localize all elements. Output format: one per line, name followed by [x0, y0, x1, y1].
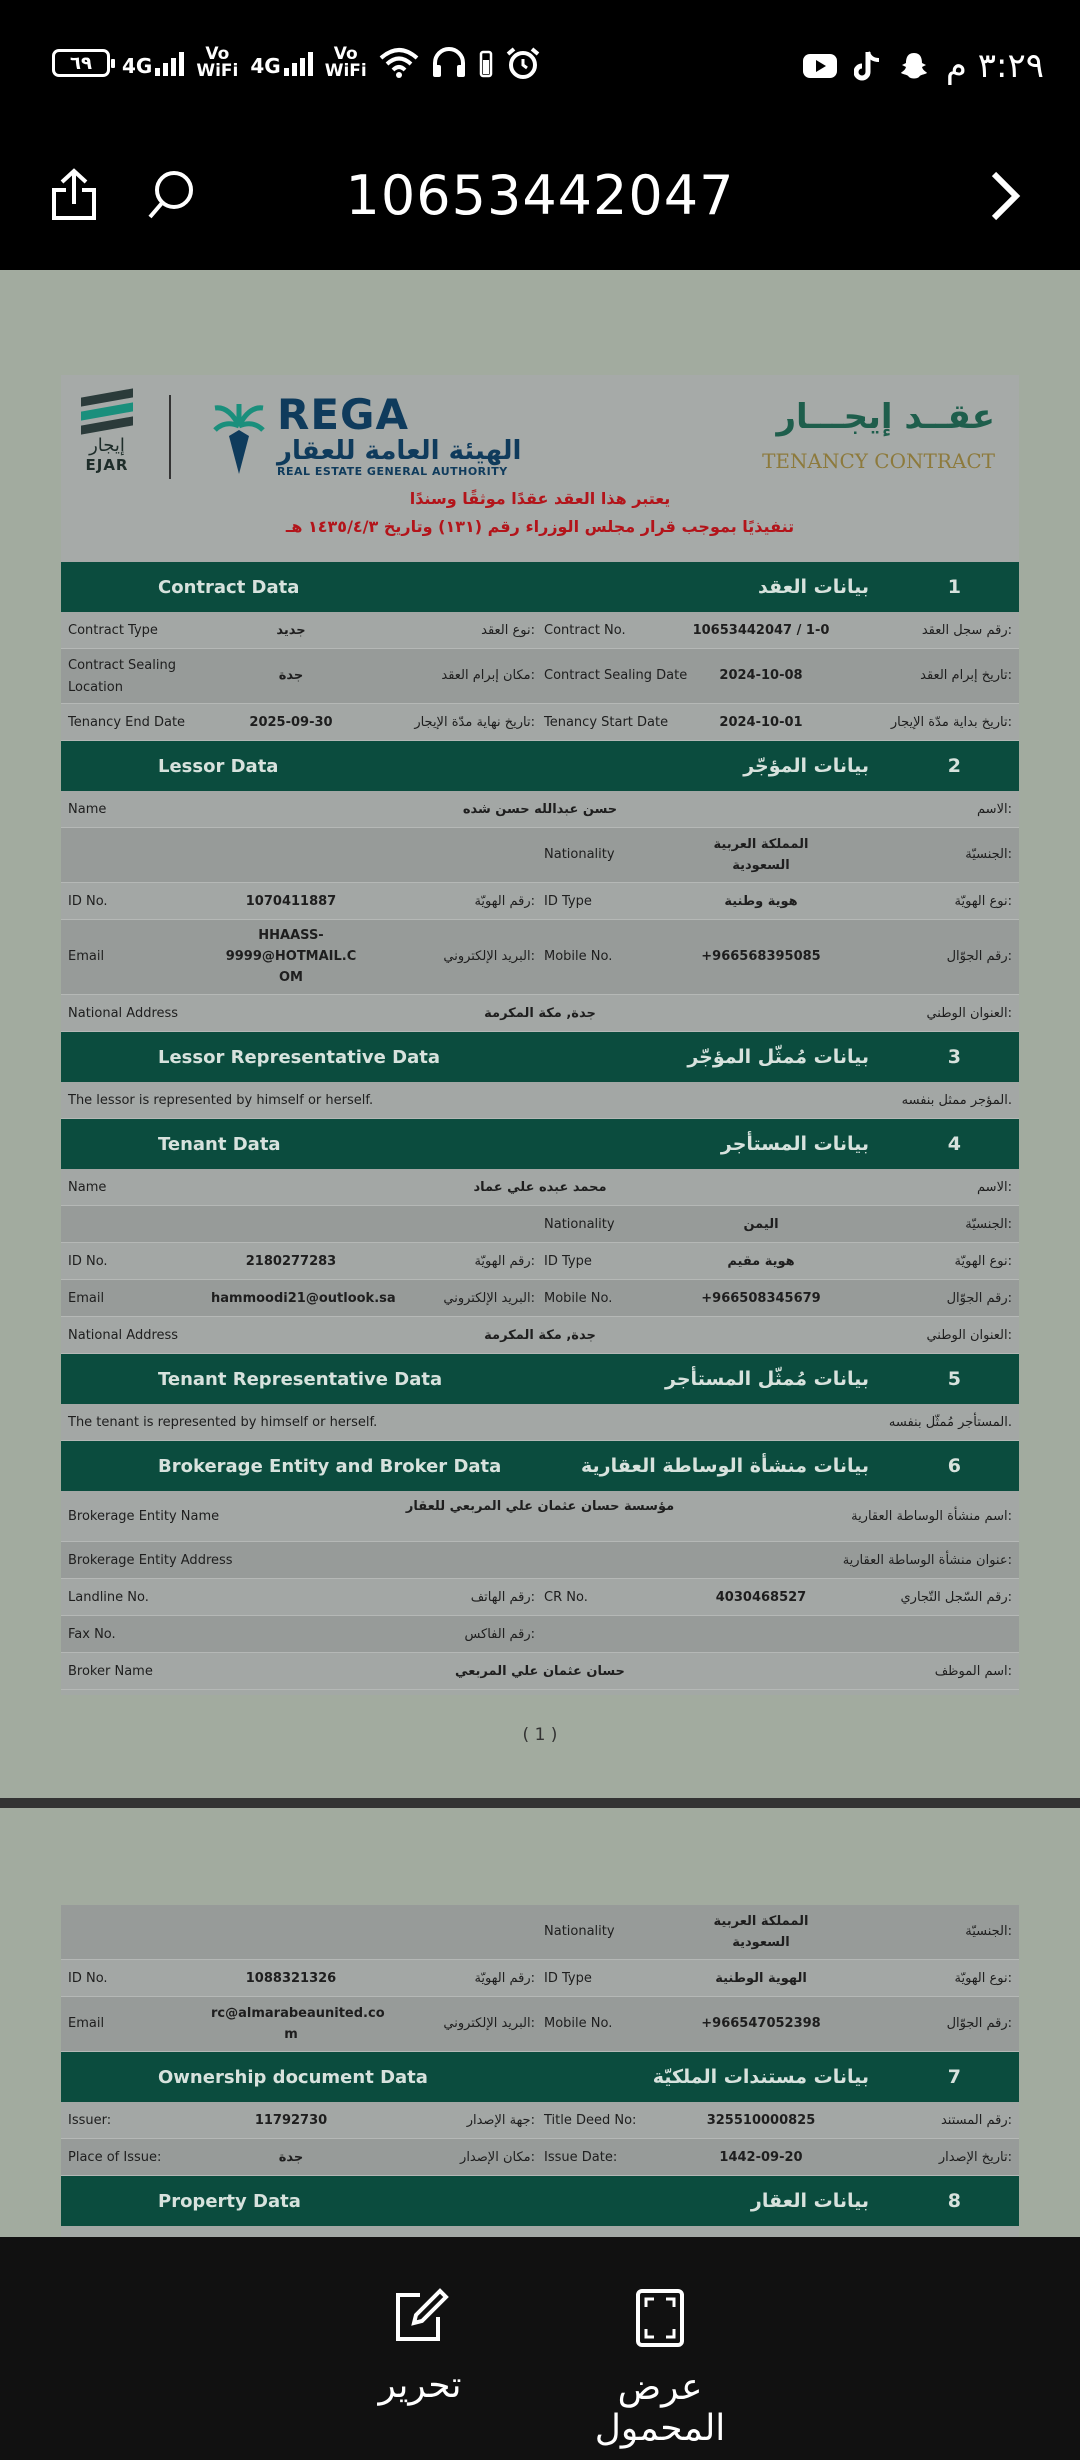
table-cell: الهوية الوطنية: [715, 1971, 807, 1986]
vowifi-1-label: Vo WiFi: [196, 44, 239, 81]
table-cell: CR No.: [544, 1590, 588, 1605]
table-cell: Brokerage Entity Address: [68, 1553, 233, 1568]
table-row: [61, 1905, 1019, 1960]
table-cell: محمد عبده علي عماد: [473, 1180, 607, 1195]
table-cell: رقم السّجل التّجاري:: [900, 1590, 1012, 1605]
table-cell: البريد الإلكتروني:: [443, 949, 535, 964]
table-cell: +966547052398: [701, 2016, 821, 2031]
mobile-view-label: عرض المحمول: [594, 2367, 726, 2449]
section-header-tenant-data: Tenant Data بيانات المستأجر 4: [61, 1119, 1019, 1169]
table-cell: رقم المستند:: [940, 2113, 1012, 2128]
section-header-contract-data: Contract Data بيانات العقد 1: [61, 562, 1019, 612]
table-cell: تاريخ نهاية مدّة الإيجار:: [414, 715, 535, 730]
table-cell: 2025-09-30: [249, 715, 333, 730]
table-cell: الاسم:: [977, 802, 1012, 817]
table-cell: Mobile No.: [544, 949, 613, 964]
table-row: [61, 1653, 1019, 1690]
table-cell: جهة الإصدار:: [466, 2113, 535, 2128]
table-cell: National Address: [68, 1328, 179, 1343]
table-cell: نوع الهويّة:: [954, 894, 1012, 909]
table-cell: الجنسيّة:: [965, 1924, 1012, 1939]
table-cell: حسن عبدالله حسن شده: [462, 802, 618, 817]
table-cell: نوع العقد:: [481, 623, 535, 638]
edit-button[interactable]: [370, 2287, 470, 2406]
table-cell: جدة, مكة المكرمة: [484, 1006, 596, 1021]
page-number: ( 1 ): [522, 1725, 558, 1745]
table-cell: ID No.: [68, 1254, 108, 1269]
table-cell: Contract Sealing Location: [68, 658, 176, 695]
table-cell: المملكة العربية السعودية: [713, 837, 809, 873]
tiktok-icon: [854, 50, 882, 82]
table-row: [61, 1206, 1019, 1243]
rega-logo: REGA الهيئة العامة للعقار REAL ESTATE GENERAL AUTHORITY: [211, 393, 521, 478]
table-cell: 1442-09-20: [719, 2150, 803, 2165]
pdf-page-2: [61, 1905, 1019, 2237]
table-cell: Title Deed No:: [544, 2113, 637, 2128]
clock: ٣:٢٩ م: [945, 46, 1044, 86]
section-header-property-data: Property Data بيانات العقار 8: [61, 2176, 1019, 2226]
table-cell: 2024-10-08: [719, 668, 803, 683]
table-cell: Issue Date:: [544, 2150, 618, 2165]
table-cell: +966508345679: [701, 1291, 821, 1306]
bottom-toolbar: [0, 2237, 1080, 2460]
table-cell: Tenancy End Date: [68, 715, 186, 730]
table-cell: Tenancy Start Date: [544, 715, 669, 730]
table-cell: Contract Type: [68, 623, 158, 638]
table-row: [61, 612, 1019, 649]
table-cell: Nationality: [544, 1217, 615, 1232]
table-cell: 4030468527: [715, 1590, 807, 1605]
table-cell: رقم الهويّة:: [474, 894, 535, 909]
section-header-lessor-representative: Lessor Representative Data بيانات مُمثّل المؤجّر 3: [61, 1032, 1019, 1082]
table-cell: The lessor is represented by himself or herself.: [68, 1093, 374, 1108]
table-cell: ID Type: [544, 1971, 592, 1986]
table-cell: Nationality: [544, 847, 615, 862]
table-cell: hammoodi21@outlook.sa: [211, 1291, 396, 1306]
table-row: [61, 995, 1019, 1032]
table-cell: Email: [68, 1291, 105, 1306]
table-cell: المؤجر ممثل بنفسه.: [901, 1093, 1012, 1108]
table-cell: عنوان منشأة الوساطة العقارية:: [842, 1553, 1012, 1568]
logo-divider: [169, 395, 171, 479]
battery-level: ٦٩: [70, 52, 92, 74]
snapchat-icon: [898, 50, 930, 82]
section-header-tenant-representative: Tenant Representative Data بيانات مُمثّل المستأجر 5: [61, 1354, 1019, 1404]
table-cell: نوع الهويّة:: [954, 1971, 1012, 1986]
table-row: [61, 1579, 1019, 1616]
table-row: [61, 883, 1019, 920]
table-cell: تاريخ إبرام العقد:: [920, 668, 1012, 683]
table-cell: ID No.: [68, 1971, 108, 1986]
tenancy-contract-title: عقــد إيجـــار TENANCY CONTRACT: [762, 397, 995, 473]
table-cell: البريد الإلكتروني:: [443, 1291, 535, 1306]
table-cell: Place of Issue:: [68, 2150, 162, 2165]
table-cell: رقم الجوّال:: [946, 2016, 1012, 2031]
table-row: [61, 1960, 1019, 1997]
table-cell: جدة: [278, 668, 304, 683]
table-cell: المستأجر مُمثّل بنفسه.: [888, 1415, 1012, 1430]
contract-header: [61, 375, 1019, 562]
legal-notice: يعتبر هذا العقد عقدًا موثقًا وسندًا تنفيذيًا بموجب قرار مجلس الوزراء رقم (١٣١) وتاريخ ١٤٣٥/٤/٣ هـ: [285, 489, 795, 536]
table-row: [61, 1317, 1019, 1354]
mobile-view-button[interactable]: [555, 2287, 765, 2449]
table-cell: 2024-10-01: [719, 715, 803, 730]
edit-icon: [390, 2287, 450, 2347]
table-row: [61, 2139, 1019, 2176]
table-cell: HHAASS- 9999@HOTMAIL.C OM: [225, 928, 357, 985]
table-row: [61, 1491, 1019, 1542]
table-cell: +966568395085: [701, 949, 821, 964]
table-cell: المملكة العربية السعودية: [713, 1914, 809, 1950]
table-cell: العنوان الوطني:: [926, 1328, 1012, 1343]
table-cell: جديد: [276, 623, 306, 638]
table-cell: The tenant is represented by himself or herself.: [68, 1415, 378, 1430]
chevron-right-icon[interactable]: [988, 168, 1022, 224]
section-header-ownership-document: Ownership document Data بيانات مستندات الملكيّة 7: [61, 2052, 1019, 2102]
status-bar: [0, 0, 1080, 130]
table-cell: رقم الهويّة:: [474, 1254, 535, 1269]
table-row: [61, 1404, 1019, 1441]
table-cell: نوع الهويّة:: [954, 1254, 1012, 1269]
table-cell: Name: [68, 1180, 107, 1195]
document-viewer[interactable]: [0, 270, 1080, 2237]
table-cell: رقم الهاتف:: [470, 1590, 535, 1605]
table-cell: رقم الجوّال:: [946, 1291, 1012, 1306]
table-cell: جدة, مكة المكرمة: [484, 1328, 596, 1343]
network-2-icon: 4G: [250, 50, 312, 76]
network-1-icon: 4G: [122, 50, 184, 76]
table-cell: اليمن: [743, 1217, 779, 1232]
table-row: [61, 828, 1019, 883]
table-cell: مكان الإصدار:: [460, 2150, 535, 2165]
table-cell: 1088321326: [245, 1971, 337, 1986]
table-cell: ID Type: [544, 894, 592, 909]
headphones-icon: [431, 47, 467, 79]
table-cell: Landline No.: [68, 1590, 149, 1605]
table-row: [61, 1542, 1019, 1579]
table-cell: هوية وطنية: [724, 894, 798, 909]
wifi-icon: [379, 47, 419, 79]
table-cell: تاريخ الإصدار:: [938, 2150, 1012, 2165]
table-cell: 11792730: [254, 2113, 328, 2128]
table-cell: 10653442047 / 1-0: [692, 623, 830, 638]
table-cell: rc@almarabeaunited.co m: [211, 2006, 385, 2042]
table-cell: National Address: [68, 1006, 179, 1021]
section-header-brokerage: Brokerage Entity and Broker Data بيانات منشأة الوساطة العقارية 6: [61, 1441, 1019, 1491]
table-cell: Mobile No.: [544, 2016, 613, 2031]
youtube-icon: [802, 52, 838, 80]
table-row: [61, 920, 1019, 995]
table-row: [61, 1082, 1019, 1119]
edit-label: تحرير: [378, 2365, 462, 2406]
table-cell: Email: [68, 2016, 105, 2031]
table-cell: ID No.: [68, 894, 108, 909]
table-cell: العنوان الوطني:: [926, 1006, 1012, 1021]
table-cell: اسم الموظف:: [934, 1664, 1012, 1679]
table-row: [61, 1280, 1019, 1317]
battery-indicator: [52, 49, 110, 77]
table-cell: Nationality: [544, 1924, 615, 1939]
table-cell: البريد الإلكتروني:: [443, 2016, 535, 2031]
table-cell: Brokerage Entity Name: [68, 1509, 220, 1524]
table-cell: Mobile No.: [544, 1291, 613, 1306]
table-cell: اسم منشأة الوساطة العقارية:: [851, 1509, 1012, 1524]
table-cell: رقم الجوّال:: [946, 949, 1012, 964]
table-cell: Email: [68, 949, 105, 964]
table-cell: Broker Name: [68, 1664, 153, 1679]
table-cell: الجنسيّة:: [965, 1217, 1012, 1232]
table-row: [61, 791, 1019, 828]
table-cell: هوية مقيم: [727, 1254, 795, 1269]
table-row: [61, 1616, 1019, 1653]
table-row: [61, 704, 1019, 741]
vowifi-2-label: Vo WiFi: [324, 44, 367, 81]
table-cell: 1070411887: [245, 894, 337, 909]
table-cell: Name: [68, 802, 107, 817]
ejar-logo: إيجار EJAR: [81, 393, 133, 474]
table-cell: Contract Sealing Date: [544, 668, 688, 683]
document-title: 10653442047: [345, 164, 735, 227]
table-cell: رقم سجل العقد:: [921, 623, 1012, 638]
table-cell: مكان إبرام العقد:: [441, 668, 535, 683]
table-cell: Fax No.: [68, 1627, 116, 1642]
table-cell: 2180277283: [245, 1254, 337, 1269]
earbuds-battery-icon: [479, 48, 493, 78]
table-row: [61, 2102, 1019, 2139]
table-cell: مؤسسة حسان عثمان علي المربعي للعقار: [405, 1499, 675, 1514]
table-cell: جدة: [278, 2150, 304, 2165]
table-row: [61, 1169, 1019, 1206]
table-row: [61, 649, 1019, 704]
table-cell: حسان عثمان علي المربعي: [455, 1664, 625, 1679]
alarm-icon: [505, 46, 541, 80]
table-row: [61, 1997, 1019, 2052]
table-cell: رقم الهويّة:: [474, 1971, 535, 1986]
table-cell: 325510000825: [706, 2113, 816, 2128]
pdf-page-1: [61, 375, 1019, 1745]
table-cell: Issuer:: [68, 2113, 112, 2128]
table-cell: رقم الفاكس:: [464, 1627, 535, 1642]
table-cell: ID Type: [544, 1254, 592, 1269]
table-cell: الاسم:: [977, 1180, 1012, 1195]
table-cell: Contract No.: [544, 623, 626, 638]
table-cell: الجنسيّة:: [965, 847, 1012, 862]
top-bar: [0, 130, 1080, 270]
section-header-lessor-data: Lessor Data بيانات المؤجّر 2: [61, 741, 1019, 791]
table-cell: تاريخ بداية مدّة الإيجار:: [890, 715, 1012, 730]
page-separator: [0, 1798, 1080, 1808]
mobile-view-icon: [634, 2287, 686, 2349]
palm-tree-icon: [211, 396, 267, 476]
table-row: [61, 1243, 1019, 1280]
